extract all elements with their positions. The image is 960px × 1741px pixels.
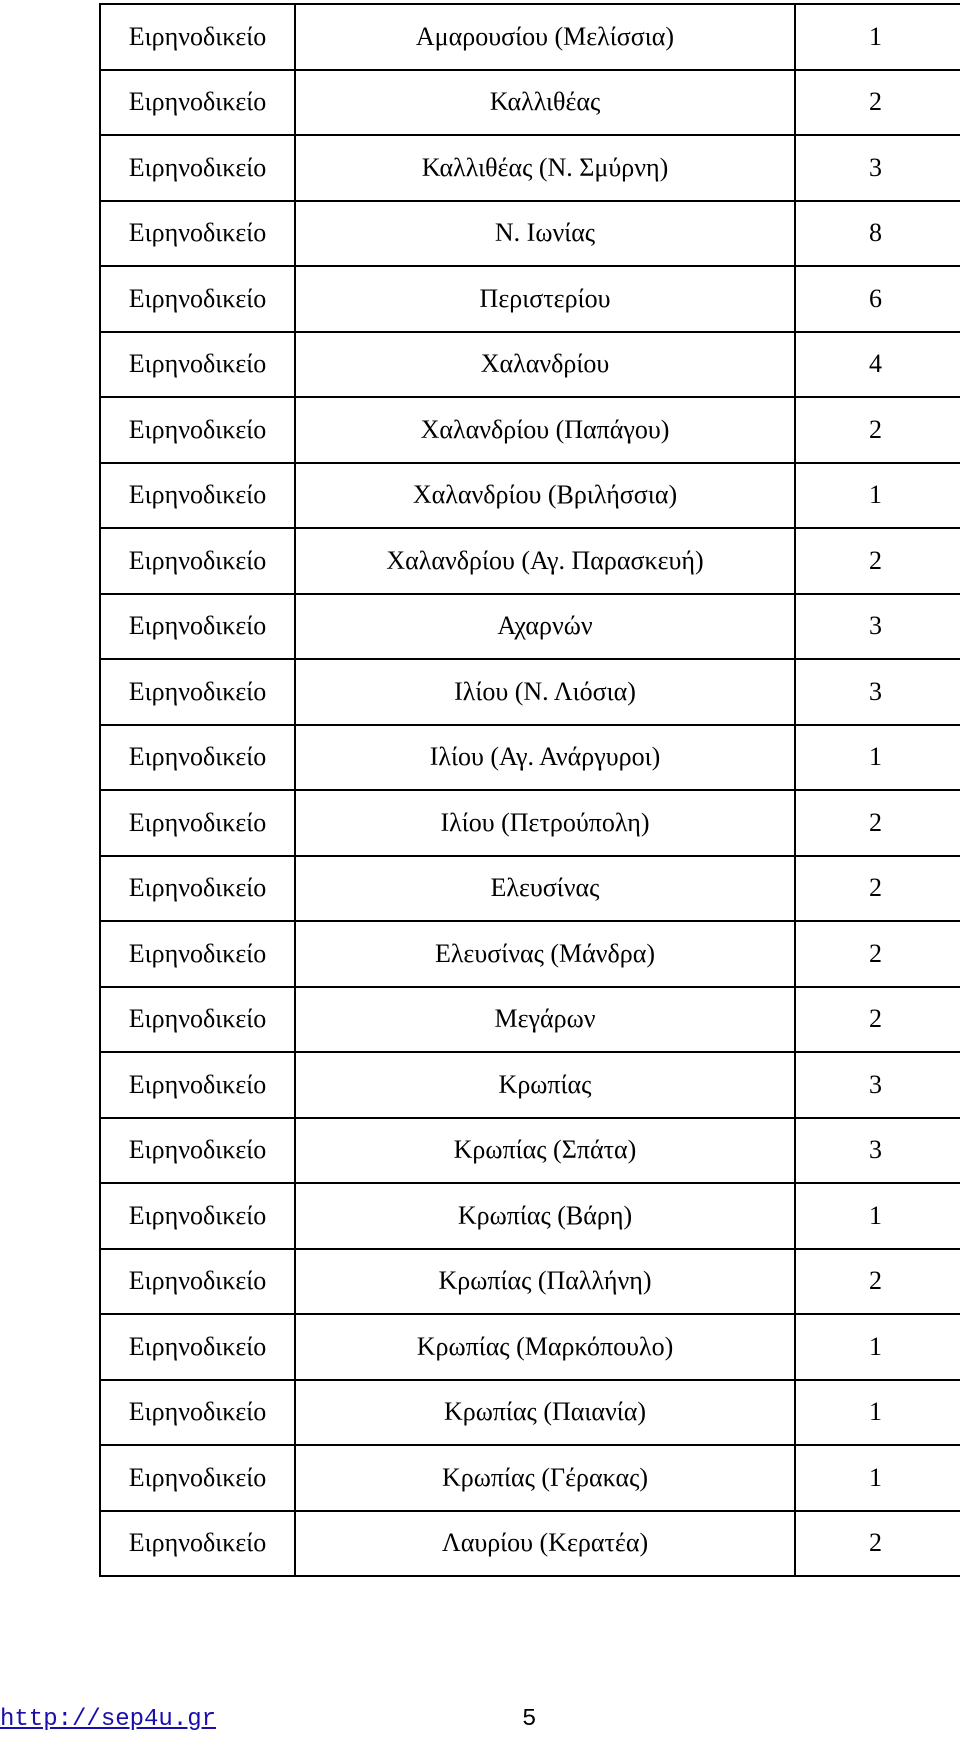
table-row xyxy=(100,528,960,594)
table-row xyxy=(100,1052,960,1118)
table-row xyxy=(100,790,960,856)
court-type-cell: Ειρηνοδικείο xyxy=(100,1118,295,1184)
position-count-cell: 2 xyxy=(795,921,960,987)
table-row xyxy=(100,201,960,267)
court-type-cell: Ειρηνοδικείο xyxy=(100,1445,295,1511)
court-type-cell: Ειρηνοδικείο xyxy=(100,463,295,529)
court-area-cell: Κρωπίας (Γέρακας) xyxy=(295,1445,795,1511)
court-type-cell: Ειρηνοδικείο xyxy=(100,266,295,332)
table-row xyxy=(100,725,960,791)
position-count-cell: 2 xyxy=(795,1511,960,1577)
court-type-cell: Ειρηνοδικείο xyxy=(100,528,295,594)
position-count-cell: 1 xyxy=(795,1314,960,1380)
position-count-cell: 2 xyxy=(795,856,960,922)
table-row xyxy=(100,1511,960,1577)
table-row xyxy=(100,463,960,529)
position-count-cell: 2 xyxy=(795,70,960,136)
court-area-cell: Χαλανδρίου (Παπάγου) xyxy=(295,397,795,463)
court-type-cell: Ειρηνοδικείο xyxy=(100,332,295,398)
court-type-cell: Ειρηνοδικείο xyxy=(100,4,295,70)
position-count-cell: 3 xyxy=(795,1118,960,1184)
court-area-cell: Κρωπίας (Βάρη) xyxy=(295,1183,795,1249)
court-positions-table xyxy=(99,3,960,1577)
court-area-cell: Ιλίου (Αγ. Ανάργυροι) xyxy=(295,725,795,791)
court-area-cell: Λαυρίου (Κερατέα) xyxy=(295,1511,795,1577)
court-area-cell: Μεγάρων xyxy=(295,987,795,1053)
table-row xyxy=(100,1249,960,1315)
table-row xyxy=(100,1445,960,1511)
table-body xyxy=(100,4,960,1576)
court-area-cell: Χαλανδρίου (Αγ. Παρασκευή) xyxy=(295,528,795,594)
court-area-cell: Καλλιθέας xyxy=(295,70,795,136)
court-type-cell: Ειρηνοδικείο xyxy=(100,1511,295,1577)
court-type-cell: Ειρηνοδικείο xyxy=(100,921,295,987)
position-count-cell: 1 xyxy=(795,1380,960,1446)
table-row xyxy=(100,135,960,201)
table-row xyxy=(100,1314,960,1380)
position-count-cell: 4 xyxy=(795,332,960,398)
court-type-cell: Ειρηνοδικείο xyxy=(100,1183,295,1249)
table-row xyxy=(100,659,960,725)
position-count-cell: 1 xyxy=(795,1445,960,1511)
court-area-cell: Αχαρνών xyxy=(295,594,795,660)
court-area-cell: Ιλίου (Πετρούπολη) xyxy=(295,790,795,856)
court-area-cell: Κρωπίας (Παιανία) xyxy=(295,1380,795,1446)
position-count-cell: 3 xyxy=(795,594,960,660)
position-count-cell: 6 xyxy=(795,266,960,332)
position-count-cell: 2 xyxy=(795,397,960,463)
table-row xyxy=(100,921,960,987)
court-area-cell: Αμαρουσίου (Μελίσσια) xyxy=(295,4,795,70)
table-row xyxy=(100,4,960,70)
court-type-cell: Ειρηνοδικείο xyxy=(100,856,295,922)
table-row xyxy=(100,1183,960,1249)
position-count-cell: 1 xyxy=(795,1183,960,1249)
court-area-cell: Ελευσίνας (Μάνδρα) xyxy=(295,921,795,987)
table-row xyxy=(100,987,960,1053)
court-type-cell: Ειρηνοδικείο xyxy=(100,1314,295,1380)
position-count-cell: 2 xyxy=(795,987,960,1053)
position-count-cell: 2 xyxy=(795,528,960,594)
court-type-cell: Ειρηνοδικείο xyxy=(100,594,295,660)
position-count-cell: 1 xyxy=(795,725,960,791)
court-area-cell: Καλλιθέας (Ν. Σμύρνη) xyxy=(295,135,795,201)
court-type-cell: Ειρηνοδικείο xyxy=(100,1052,295,1118)
court-area-cell: Ν. Ιωνίας xyxy=(295,201,795,267)
court-type-cell: Ειρηνοδικείο xyxy=(100,1249,295,1315)
position-count-cell: 3 xyxy=(795,135,960,201)
page-number: 5 xyxy=(522,1706,537,1733)
court-type-cell: Ειρηνοδικείο xyxy=(100,790,295,856)
position-count-cell: 3 xyxy=(795,1052,960,1118)
court-area-cell: Χαλανδρίου (Βριλήσσια) xyxy=(295,463,795,529)
table-row xyxy=(100,856,960,922)
court-type-cell: Ειρηνοδικείο xyxy=(100,987,295,1053)
position-count-cell: 8 xyxy=(795,201,960,267)
court-type-cell: Ειρηνοδικείο xyxy=(100,201,295,267)
court-type-cell: Ειρηνοδικείο xyxy=(100,397,295,463)
table-row xyxy=(100,70,960,136)
court-area-cell: Χαλανδρίου xyxy=(295,332,795,398)
position-count-cell: 3 xyxy=(795,659,960,725)
footer-link[interactable]: http://sep4u.gr xyxy=(0,1706,217,1733)
table-row xyxy=(100,332,960,398)
court-area-cell: Κρωπίας (Σπάτα) xyxy=(295,1118,795,1184)
table-row xyxy=(100,594,960,660)
position-count-cell: 2 xyxy=(795,790,960,856)
position-count-cell: 1 xyxy=(795,4,960,70)
court-area-cell: Ελευσίνας xyxy=(295,856,795,922)
court-type-cell: Ειρηνοδικείο xyxy=(100,70,295,136)
court-area-cell: Κρωπίας xyxy=(295,1052,795,1118)
court-area-cell: Κρωπίας (Παλλήνη) xyxy=(295,1249,795,1315)
court-type-cell: Ειρηνοδικείο xyxy=(100,1380,295,1446)
court-area-cell: Ιλίου (Ν. Λιόσια) xyxy=(295,659,795,725)
court-area-cell: Κρωπίας (Μαρκόπουλο) xyxy=(295,1314,795,1380)
position-count-cell: 1 xyxy=(795,463,960,529)
page-footer xyxy=(0,1706,960,1736)
table-row xyxy=(100,397,960,463)
position-count-cell: 2 xyxy=(795,1249,960,1315)
table-row xyxy=(100,266,960,332)
court-type-cell: Ειρηνοδικείο xyxy=(100,659,295,725)
court-type-cell: Ειρηνοδικείο xyxy=(100,135,295,201)
court-area-cell: Περιστερίου xyxy=(295,266,795,332)
court-type-cell: Ειρηνοδικείο xyxy=(100,725,295,791)
table-row xyxy=(100,1118,960,1184)
table-row xyxy=(100,1380,960,1446)
